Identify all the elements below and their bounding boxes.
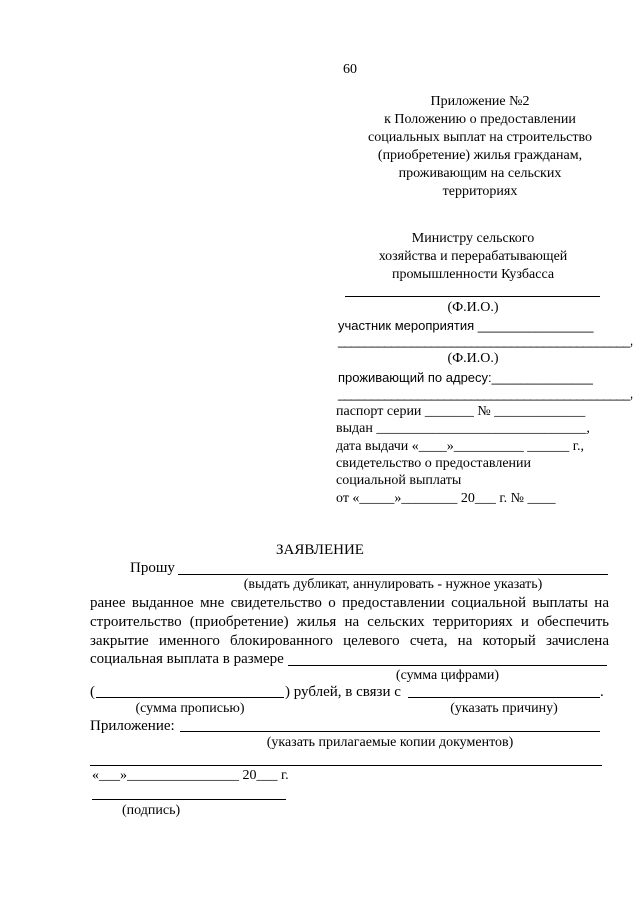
header-line: Приложение №2 — [430, 94, 530, 109]
certificate-from-field: от «_____»________ 20___ г. № ____ — [336, 491, 556, 506]
fio-hint: (Ф.И.О.) — [447, 300, 499, 315]
request-line — [178, 574, 608, 575]
attachment-line — [180, 731, 600, 732]
ask-label: Прошу — [130, 560, 175, 576]
addressee-line: промышленности Кузбасса — [391, 267, 555, 282]
header-line: проживающим на сельских — [398, 166, 562, 181]
reason-line — [408, 697, 600, 698]
statement-title: ЗАЯВЛЕНИЕ — [276, 542, 364, 558]
paragraph-line: закрытие именного блокированного целевого счета, на который зачислена — [90, 633, 609, 649]
addressee-line: хозяйства и перерабатывающей — [378, 249, 568, 264]
issue-date-field: дата выдачи «____»__________ ______ г., — [336, 439, 584, 454]
paragraph-line: строительство (приобретение) жилья на сельских территориях и обеспечить — [90, 614, 609, 630]
certificate-line: социальной выплаты — [336, 473, 462, 488]
date-line: «___»________________ 20___ г. — [92, 768, 289, 783]
header-line: (приобретение) жилья гражданам, — [377, 148, 583, 163]
addressee-line: Министру сельского — [411, 231, 535, 246]
attachment-line-2 — [90, 765, 602, 766]
amount-digits-hint: (сумма цифрами) — [395, 668, 500, 683]
certificate-line: свидетельство о предоставлении — [336, 456, 532, 471]
amount-digits-line — [288, 665, 607, 666]
header-line: к Положению о предоставлении — [384, 112, 576, 127]
header-line: социальных выплат на строительство — [367, 130, 593, 145]
issued-field: выдан ______________________________, — [336, 421, 590, 436]
paragraph-line: ранее выданное мне свидетельство о предоставлении социальной выплаты на — [90, 595, 609, 611]
attachment-hint: (указать прилагаемые копии документов) — [266, 735, 514, 750]
reason-label: ) рублей, в связи с — [285, 684, 401, 700]
duplicate-hint: (выдать дубликат, аннулировать - нужное указать) — [243, 577, 543, 592]
address-line: ____________________________________________, — [338, 386, 633, 401]
name-line: ____________________________________________, — [338, 333, 633, 348]
fio-line — [345, 296, 600, 297]
amount-words-hint: (сумма прописью) — [135, 701, 245, 716]
passport-field: паспорт серии _______ № _____________ — [336, 404, 586, 419]
attachment-label: Приложение: — [90, 718, 175, 734]
amount-open-paren: ( — [90, 684, 95, 700]
signature-line — [92, 799, 286, 800]
page-number: 60 — [343, 62, 357, 77]
participant-field: участник мероприятия ________________ — [338, 318, 594, 333]
reason-hint: (указать причину) — [450, 701, 558, 716]
signature-hint: (подпись) — [122, 803, 181, 818]
address-field: проживающий по адресу:______________ — [338, 370, 593, 385]
header-line: территориях — [442, 184, 518, 199]
period: . — [600, 684, 604, 700]
amount-label: социальная выплата в размере — [90, 651, 284, 667]
fio-hint: (Ф.И.О.) — [447, 351, 499, 366]
amount-words-line — [96, 697, 284, 698]
